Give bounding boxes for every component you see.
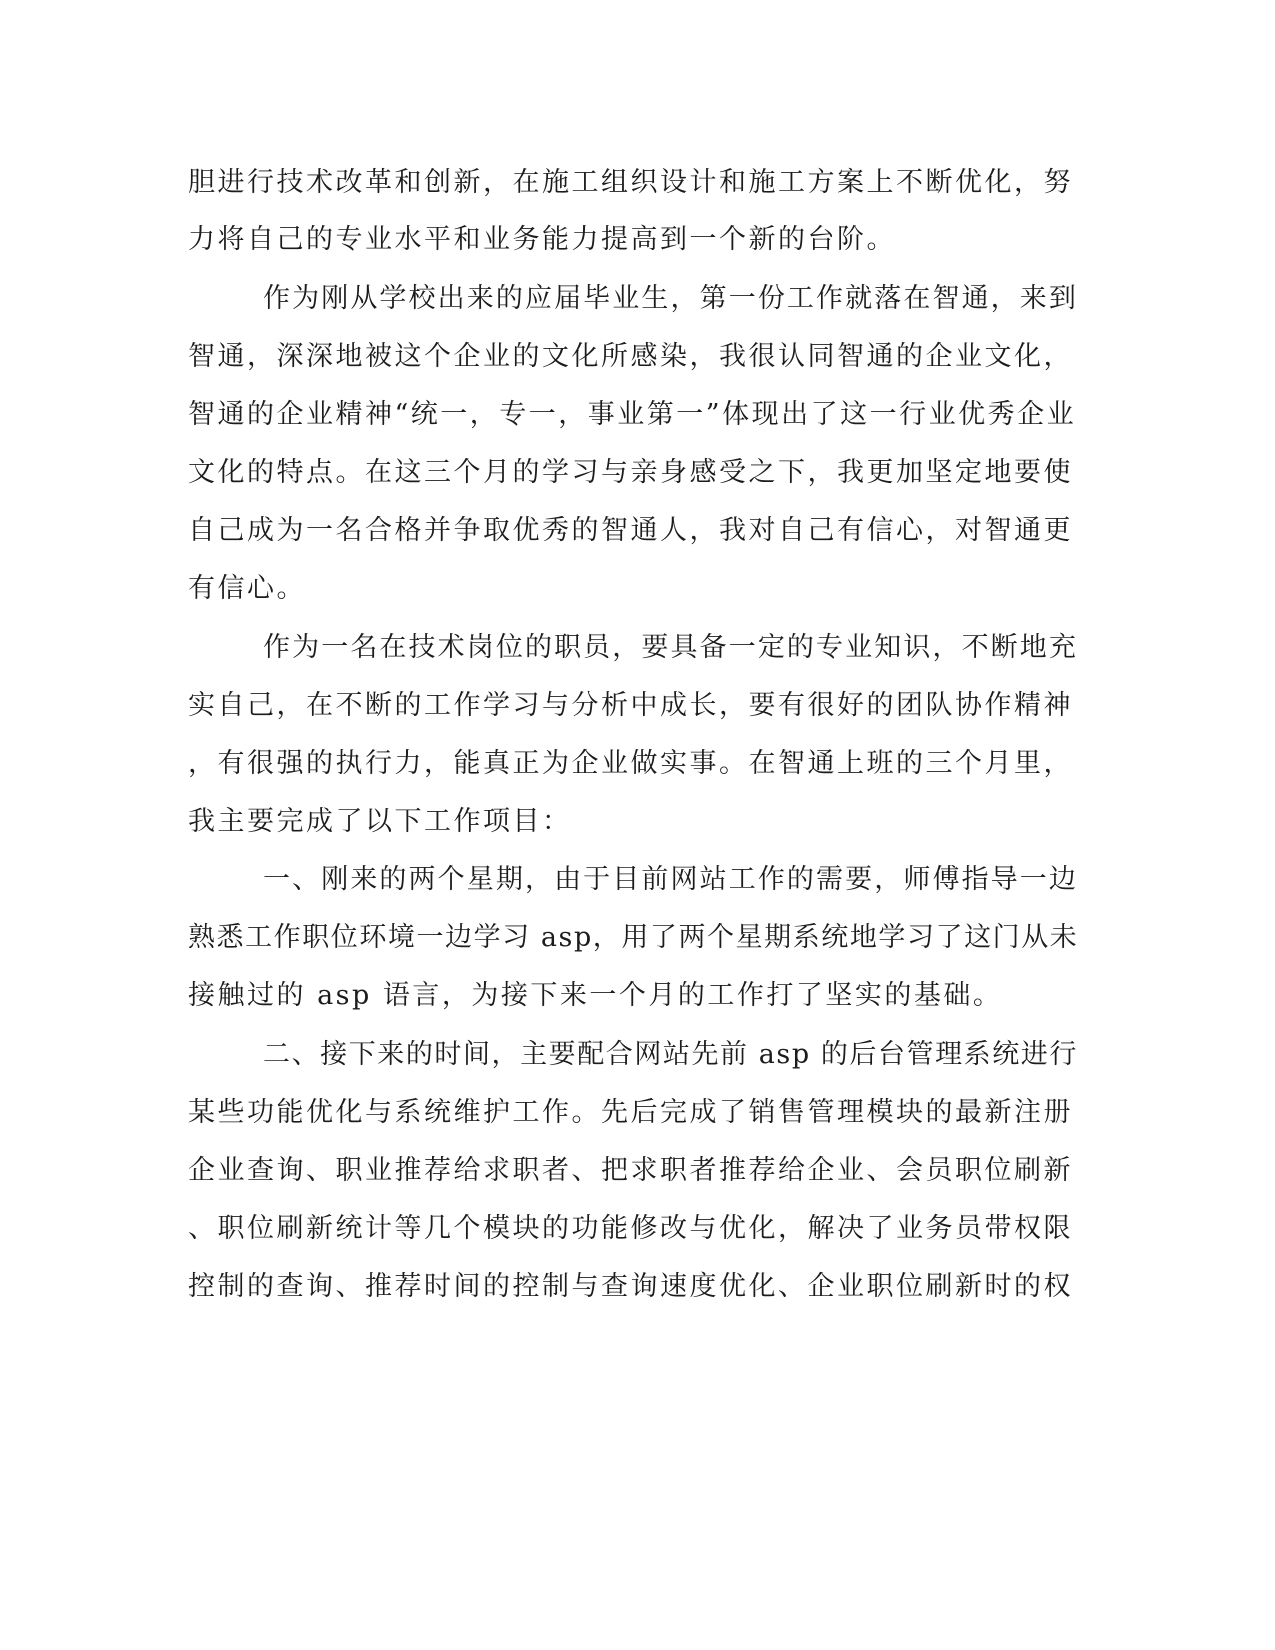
text-line: 接触过的 asp 语言，为接下来一个月的工作打了坚实的基础。 xyxy=(188,980,1003,1011)
text-line: 某些功能优化与系统维护工作。先后完成了销售管理模块的最新注册 xyxy=(188,1097,1073,1128)
text-line: 智通，深深地被这个企业的文化所感染，我很认同智通的企业文化， xyxy=(188,341,1073,372)
text-line: 实自己，在不断的工作学习与分析中成长，要有很好的团队协作精神 xyxy=(188,690,1073,721)
text-line: 智通的企业精神“统一，专一，事业第一”体现出了这一行业优秀企业 xyxy=(188,399,1077,430)
text-line: ，有很强的执行力，能真正为企业做实事。在智通上班的三个月里， xyxy=(188,748,1073,779)
text-line: 企业查询、职业推荐给求职者、把求职者推荐给企业、会员职位刷新 xyxy=(188,1155,1073,1186)
text-line: 作为一名在技术岗位的职员，要具备一定的专业知识，不断地充 xyxy=(263,632,1078,663)
text-line: 文化的特点。在这三个月的学习与亲身感受之下，我更加坚定地要使 xyxy=(188,457,1073,488)
text-line: 二、接下来的时间，主要配合网站先前 asp 的后台管理系统进行 xyxy=(263,1039,1078,1070)
text-line: 自己成为一名合格并争取优秀的智通人，我对自己有信心，对智通更 xyxy=(188,515,1073,546)
text-line: 熟悉工作职位环境一边学习 asp，用了两个星期系统地学习了这门从未 xyxy=(188,922,1079,953)
text-line: 力将自己的专业水平和业务能力提高到一个新的台阶。 xyxy=(188,224,896,255)
text-line: 有信心。 xyxy=(188,573,306,604)
text-line: 作为刚从学校出来的应届毕业生，第一份工作就落在智通，来到 xyxy=(263,283,1078,314)
text-line: 我主要完成了以下工作项目： xyxy=(188,806,572,837)
text-line: 一、刚来的两个星期，由于目前网站工作的需要，师傅指导一边 xyxy=(263,864,1078,895)
text-line: 胆进行技术改革和创新，在施工组织设计和施工方案上不断优化，努 xyxy=(188,167,1073,198)
text-line: 控制的查询、推荐时间的控制与查询速度优化、企业职位刷新时的权 xyxy=(188,1271,1073,1302)
text-line: 、职位刷新统计等几个模块的功能修改与优化，解决了业务员带权限 xyxy=(188,1213,1073,1244)
